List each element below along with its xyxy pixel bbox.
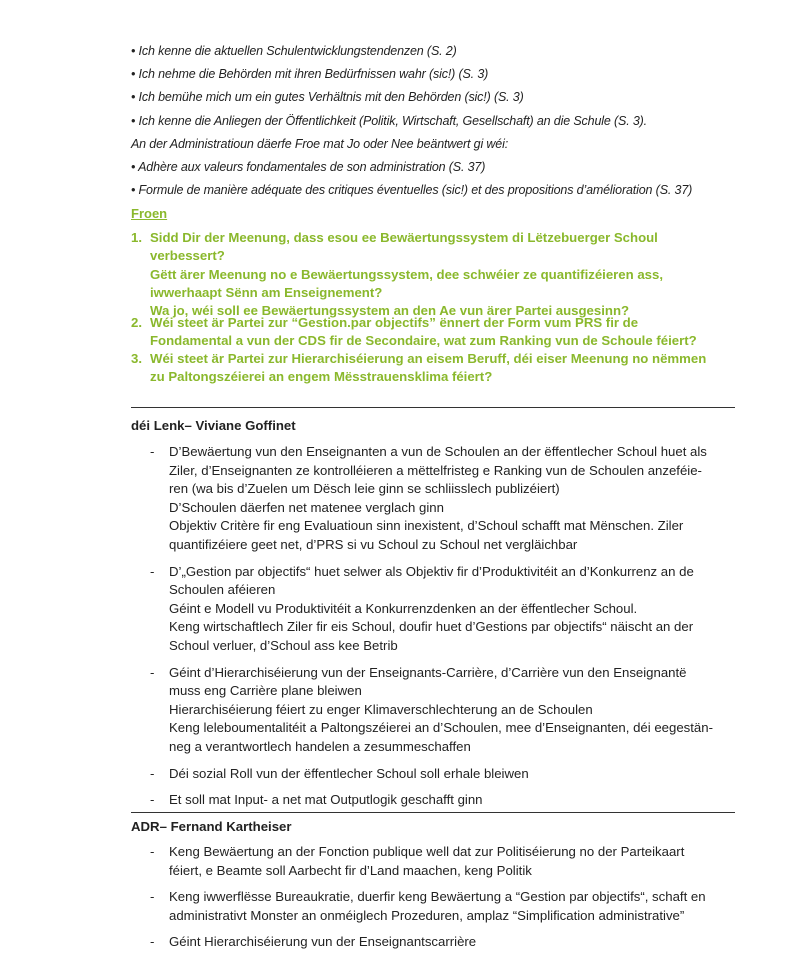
answer-line: Schoul verluer, d’Schoul ass kee Betrib [169,637,398,653]
question-3 [131,350,751,387]
answer-line: Keng leleboumentalitéit a Paltongszéierei an d’Schoulen, mee d’Enseignanten, déi eegestän- [169,720,713,736]
question-line: Wa jo, wéi soll ee Bewäertungssystem an den Ae vun ärer Partei ausgesinn? [150,303,630,319]
answer-line: ren (wa bis d’Zuelen um Dësch leie ginn se schliisslech publizéiert) [169,481,560,497]
dash-marker: - [150,844,155,859]
dash-marker: - [150,444,155,459]
question-number: 1. [131,230,142,245]
answer-line: Et soll mat Input- a net mat Outputlogik geschafft ginn [169,792,483,808]
bullet-line: • Ich nehme die Behörden mit ihren Bedürfnissen wahr (sic!) (S. 3) [131,67,489,82]
answer-line: administrativt Monster an onméiglech Prozeduren, amplaz “Simplification administrative” [169,907,685,923]
admin-intro: An der Administratioun däerfe Froe mat Jo oder Nee beäntwert gi wéi: [131,136,509,151]
section-divider [131,407,735,408]
answer-line: Ziler, d’Enseignanten ze kontrolléieren a mëttelfristeg e Ranking vun de Schoulen anzeféie- [169,462,702,478]
bullet-line: • Ich bemühe mich um ein gutes Verhältnis mit den Behörden (sic!) (S. 3) [131,90,524,105]
answer-item [150,765,750,784]
answer-item [150,933,750,952]
answer-item [150,664,750,757]
question-number: 2. [131,315,142,330]
answer-line: Géint e Modell vu Produktivitéit a Konkurrenzdenken an der ëffentlecher Schoul. [169,600,638,616]
answer-line: neg a verantwortlech handelen a zesummeschaffen [169,738,471,754]
answer-line: quantifizéiere geet net, d’PRS si vu Schoul zu Schoul net vergläichbar [169,536,578,552]
question-line: zu Paltongszéierei an engem Mësstrauensklima féiert? [150,369,493,385]
answer-line: D’Schoulen däerfen net matenee verglach ginn [169,499,444,515]
question-line: iwwerhaapt Sënn am Enseignement? [150,284,383,300]
requirements-bullet-list [131,40,751,202]
answer-line: Keng Bewäertung an der Fonction publique well dat zur Politiséierung no der Parteikaart [169,844,685,859]
answer-item [150,791,750,810]
answer-line: Géint Hierarchiséierung vun der Enseignantscarrière [169,934,477,950]
answer-line: D’„Gestion par objectifs“ huet selwer als Objektiv fir d’Produktivitéit an d’Konkurrenz an de [169,563,694,579]
answer-line: Schoulen aféieren [169,582,276,598]
answer-line: Hierarchiséierung féiert zu enger Klimaverschlechterung an de Schoulen [169,701,593,717]
question-2 [131,314,751,350]
answer-line: Keng iwwerflësse Bureaukratie, duerfir keng Bewäertung a “Gestion par objectifs“, schaft en [169,889,706,905]
answer-line: muss eng Carrière plane bleiwen [169,683,362,699]
answer-line: Géint d’Hierarchiséierung vun der Enseignants-Carrière, d’Carrière vun den Enseignantë [169,664,687,680]
question-list [131,229,751,387]
question-line: Gëtt ärer Meenung no e Bewäertungssystem, dee schwéier ze quantifizéieren ass, [150,266,664,282]
answer-item [150,443,750,555]
lenk-answer-list [150,443,750,818]
dash-marker: - [150,934,155,950]
question-line: Wéi steet är Partei zur Hierarchiséierung an eisem Beruff, déi eiser Meenung no nëmmen [150,351,707,366]
bullet-line: • Formule de manière adéquate des critiques éventuelles (sic!) et des propositions d’amélioration (S. 37) [131,183,693,198]
answer-line: Keng wirtschaftlech Ziler fir eis Schoul, doufir huet d’Gestions par objectifs“ näischt an der [169,619,694,635]
question-line: Fondamental a vun der CDS fir de Secondaire, wat zum Ranking vun de Schoule féiert? [150,333,697,349]
party-heading-lenk: déi Lenk– Viviane Goffinet [131,418,296,433]
dash-marker: - [150,889,155,905]
dash-marker: - [150,792,155,808]
answer-item [150,888,750,925]
party-heading-adr: ADR– Fernand Kartheiser [131,819,292,834]
section-divider [131,812,735,813]
question-line: Sidd Dir der Meenung, dass esou ee Bewäertungssystem di Lëtzebuerger Schoul [150,230,658,245]
question-1 [131,229,751,319]
bullet-line: • Adhère aux valeurs fondamentales de son administration (S. 37) [131,160,486,175]
answer-line: D’Bewäertung vun den Enseignanten a vun de Schoulen an der ëffentlecher Schoul huet als [169,444,707,459]
question-line: Wéi steet är Partei zur “Gestion.par objectifs” ënnert der Form vum PRS fir de [150,315,639,330]
adr-answer-list [150,843,750,960]
bullet-line: • Ich kenne die Anliegen der Öffentlichkeit (Politik, Wirtschaft, Gesellschaft) an die Schule (S. 3). [131,113,647,128]
bullet-line: • Ich kenne die aktuellen Schulentwicklungstendenzen (S. 2) [131,44,457,58]
froen-heading: Froen [131,206,168,221]
question-number: 3. [131,351,142,366]
answer-line: Déi sozial Roll vun der ëffentlecher Schoul soll erhale bleiwen [169,765,529,781]
dash-marker: - [150,765,155,781]
answer-item [150,843,750,880]
answer-line: féiert, e Beamte soll Aarbecht fir d’Land maachen, keng Politik [169,862,532,878]
answer-item [150,563,750,656]
answer-line: Objektiv Critère fir eng Evaluatioun sinn inexistent, d’Schoul schafft mat Mënschen. Ziler [169,518,684,534]
question-line: verbessert? [150,248,225,264]
dash-marker: - [150,563,155,579]
dash-marker: - [150,664,155,680]
